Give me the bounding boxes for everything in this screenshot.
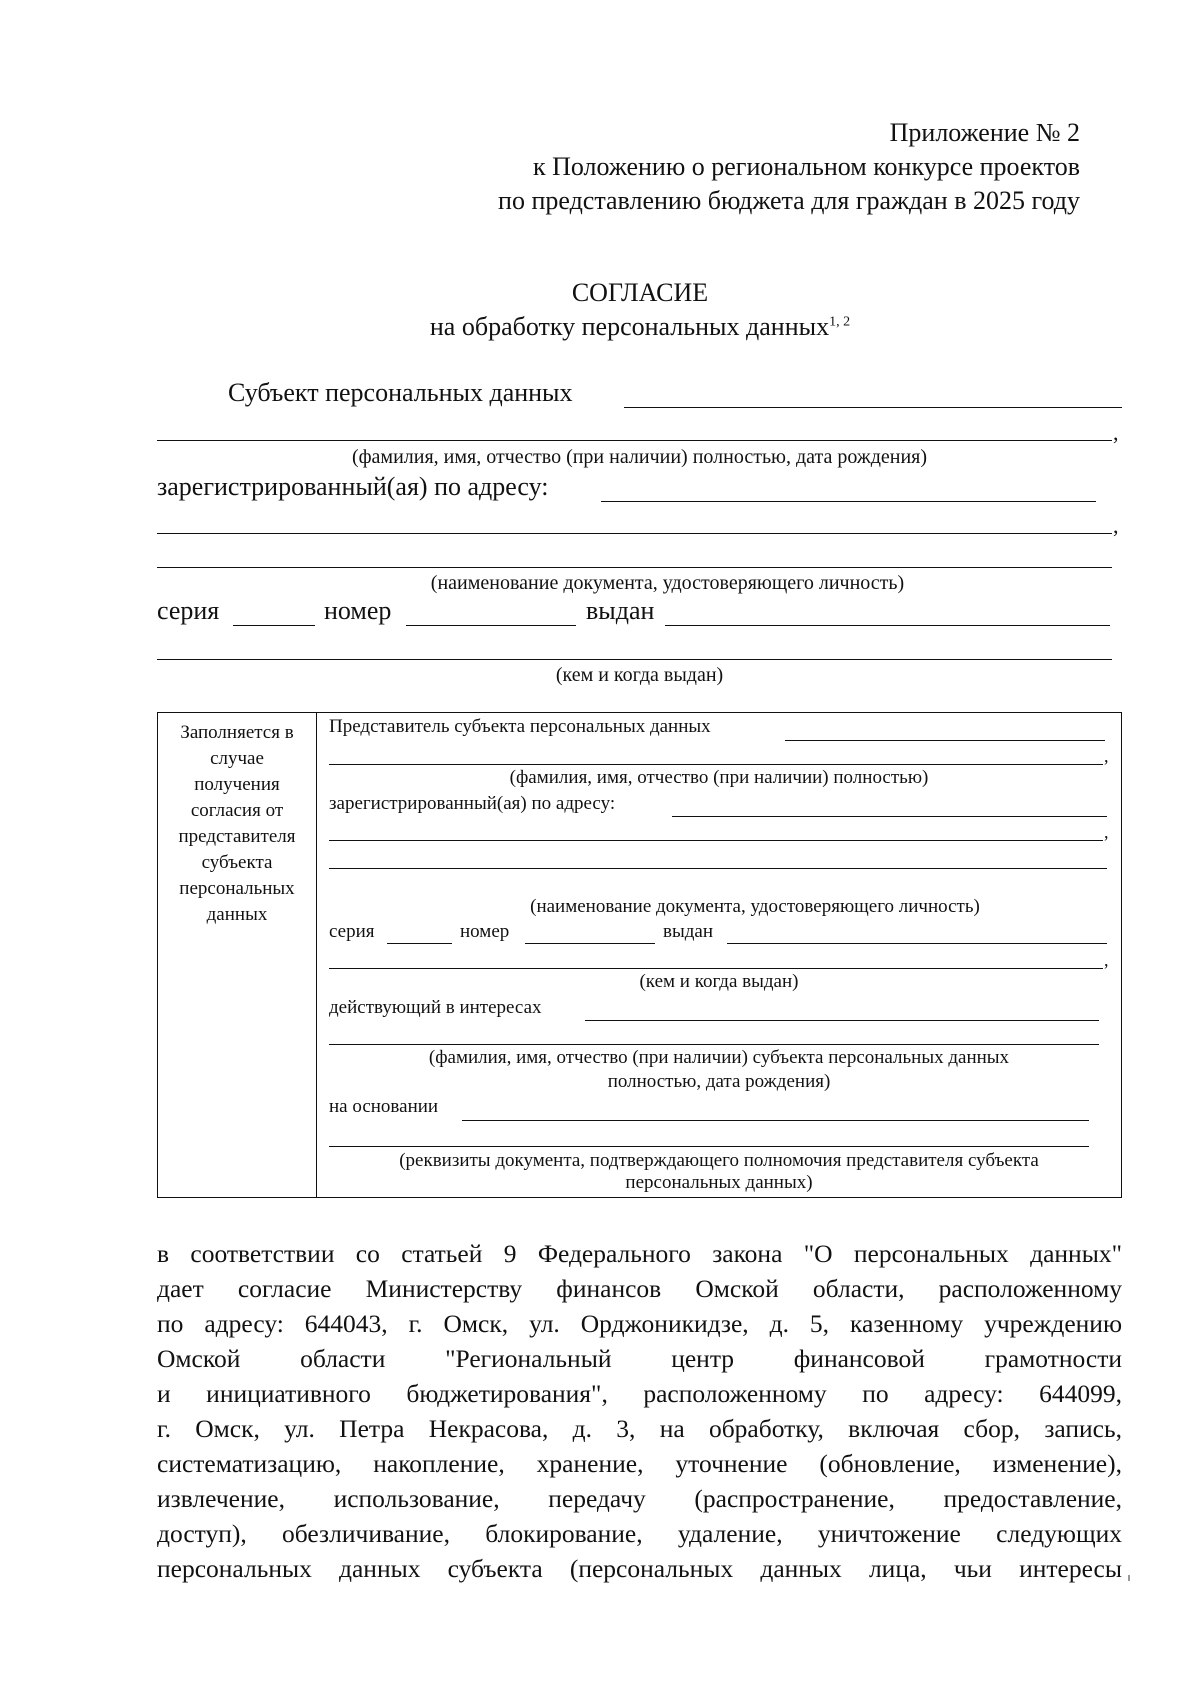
scan-mark [1128,1575,1130,1581]
note-line: данных [206,904,268,925]
subject-issued-field-2[interactable] [157,659,1112,660]
comma: , [1113,420,1119,445]
representative-note [157,720,317,928]
note-line: случае [210,748,264,769]
subject-address-field-2[interactable] [157,533,1112,534]
subject-name-field[interactable] [624,407,1122,408]
paragraph-line: персональных данных субъекта (персональных данных лица, чьи интересы [157,1554,1122,1583]
comma: , [1104,950,1109,970]
subject-number-field[interactable] [406,625,576,626]
rep-basis-hint-2: персональных данных) [625,1172,813,1193]
rep-issued-field-2[interactable] [329,968,1103,969]
subject-address-field[interactable] [601,501,1096,502]
subject-issued-hint: (кем и когда выдан) [555,664,724,686]
comma: , [1104,746,1109,766]
rep-address-label: зарегистрированный(ая) по адресу: [329,793,616,814]
appendix-number: Приложение № 2 [889,118,1080,147]
subject-issued-label: выдан [586,596,655,625]
note-line: Заполняется в [180,722,294,743]
rep-series-field[interactable] [387,943,452,944]
note-line: представителя [178,826,296,847]
rep-doc-hint: (наименование документа, удостоверяющего личность) [530,896,980,917]
subject-series-field[interactable] [233,625,315,626]
rep-issued-field[interactable] [727,943,1107,944]
rep-acting-hint-1: (фамилия, имя, отчество (при наличии) субъекта персональных данных [428,1047,1010,1068]
note-line: согласия от [190,800,284,821]
rep-series-label: серия [329,921,375,942]
paragraph-line: по адресу: 644043, г. Омск, ул. Орджоникидзе, д. 5, казенному учреждению [157,1309,1122,1338]
paragraph-line: и инициативного бюджетирования", расположенному по адресу: 644099, [157,1379,1122,1408]
rep-address-field[interactable] [672,816,1107,817]
rep-acting-label: действующий в интересах [329,997,542,1018]
rep-acting-field[interactable] [585,1020,1099,1021]
note-line: субъекта [201,852,273,873]
rep-basis-label: на основании [329,1096,439,1117]
paragraph-line: г. Омск, ул. Петра Некрасова, д. 3, на обработку, включая сбор, запись, [157,1414,1122,1443]
paragraph-line: систематизацию, накопление, хранение, уточнение (обновление, изменение), [157,1449,1122,1478]
rep-basis-hint-1: (реквизиты документа, подтверждающего полномочия представителя субъекта [399,1150,1039,1171]
document-title: СОГЛАСИЕ [571,278,709,307]
subject-document-field[interactable] [157,567,1112,568]
rep-issued-label: выдан [663,921,714,942]
rep-name-field[interactable] [785,740,1105,741]
subtitle-text: на обработку персональных данных [429,312,830,341]
rep-name-field-2[interactable] [329,764,1103,765]
comma: , [1113,513,1119,538]
document-subtitle [0,312,1200,342]
appendix-reference-2: по представлению бюджета для граждан в 2025 году [498,186,1080,215]
paragraph-line: в соответствии со статьей 9 Федерального закона "О персональных данных" [157,1239,1122,1268]
rep-basis-field[interactable] [462,1120,1089,1121]
paragraph-line: дает согласие Министерству финансов Омской области, расположенному [157,1274,1122,1303]
subject-doc-hint: (наименование документа, удостоверяющего личность) [430,572,905,594]
rep-number-field[interactable] [525,943,655,944]
note-line: получения [194,774,280,795]
subject-issued-field[interactable] [665,625,1110,626]
rep-basis-field-2[interactable] [329,1146,1089,1147]
paragraph-line: доступ), обезличивание, блокирование, удаление, уничтожение следующих [157,1519,1122,1548]
subject-name-field-2[interactable] [157,440,1112,441]
rep-address-field-2[interactable] [329,840,1103,841]
appendix-reference: к Положению о региональном конкурсе проектов [532,152,1080,181]
subject-series-label: серия [157,596,220,625]
paragraph-line: Омской области "Региональный центр финансовой грамотности [157,1344,1122,1373]
rep-fio-hint: (фамилия, имя, отчество (при наличии) полностью) [509,767,929,788]
subject-address-label: зарегистрированный(ая) по адресу: [157,472,549,501]
rep-number-label: номер [460,921,510,942]
subject-number-label: номер [324,596,392,625]
paragraph-line: извлечение, использование, передачу (распространение, предоставление, [157,1484,1122,1513]
rep-document-field[interactable] [329,868,1107,869]
rep-label: Представитель субъекта персональных данных [329,716,711,737]
rep-issued-hint: (кем и когда выдан) [639,971,799,992]
subject-fio-hint: (фамилия, имя, отчество (при наличии) полностью, дата рождения) [351,446,928,468]
rep-acting-field-2[interactable] [329,1044,1099,1045]
consent-paragraph [157,1236,1122,1586]
footnote-marks: 1, 2 [829,314,851,330]
comma: , [1104,822,1109,842]
rep-acting-hint-2: полностью, дата рождения) [607,1071,831,1092]
subject-label: Субъект персональных данных [228,378,573,407]
note-line: персональных [179,878,295,899]
